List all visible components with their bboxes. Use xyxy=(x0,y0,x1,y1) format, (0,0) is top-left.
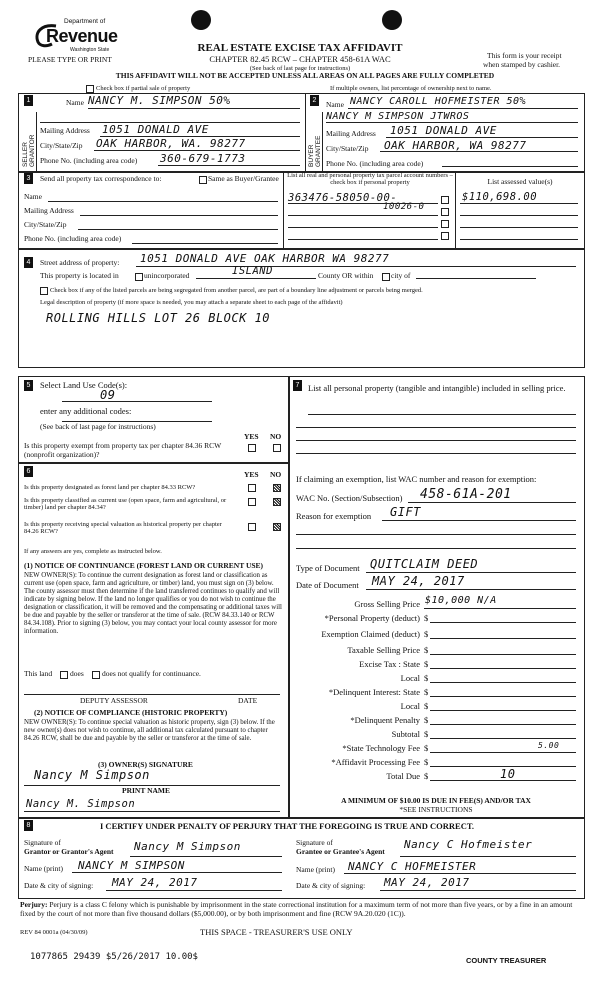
this-land-label: This land xyxy=(24,669,53,678)
city-of-label: city of xyxy=(391,271,411,280)
parcel-number-2[interactable]: 10026-0 xyxy=(383,202,425,212)
deputy-date-label: DATE xyxy=(238,696,258,705)
tech-fee-value[interactable]: 5.00 xyxy=(538,741,560,750)
affidavit-fee-label: *Affidavit Processing Fee xyxy=(331,757,420,767)
forest-land-question: Is this property designated as forest land per chapter 84.33 RCW? xyxy=(24,484,196,491)
current-use-no-checkbox[interactable] xyxy=(273,498,281,506)
grantor-date[interactable]: MAY 24, 2017 xyxy=(112,876,198,889)
send-correspondence-label: Send all property tax correspondence to: xyxy=(40,174,162,183)
total-currency: $ xyxy=(424,771,429,781)
section-8-number: 8 xyxy=(24,820,33,831)
land-does-not-checkbox[interactable] xyxy=(92,671,100,679)
grantee-date[interactable]: MAY 24, 2017 xyxy=(384,876,470,889)
land-use-code[interactable]: 09 xyxy=(100,388,116,402)
list-personal-label: List all personal property (tangible and intangible) included in selling price. xyxy=(308,383,566,393)
seller-mailing[interactable]: 1051 DONALD AVE xyxy=(102,123,209,136)
historic-no-checkbox[interactable] xyxy=(273,523,281,531)
treasurer-space: THIS SPACE - TREASURER'S USE ONLY xyxy=(200,927,353,937)
parcel-3-personal-checkbox[interactable] xyxy=(441,220,449,228)
unincorporated-label: unincorporated xyxy=(144,271,190,280)
historic-question: Is this property receiving special valuation as historical property per chapter 84.26 RCW? xyxy=(24,521,222,536)
county-treasurer-label: COUNTY TREASURER xyxy=(466,956,547,965)
print-name-label: PRINT NAME xyxy=(122,786,170,795)
not-accepted-notice: THIS AFFIDAVIT WILL NOT BE ACCEPTED UNLESS ALL AREAS ON ALL PAGES ARE FULLY COMPLETED xyxy=(115,71,495,80)
same-as-buyer-label: Same as Buyer/Grantee xyxy=(208,174,279,183)
notice-compliance-body: NEW OWNER(S): To continue special valuation as historic property, sign (3) below. If the new owner(s) does not wish to continue, all additional tax calculated pursuant to chapter 84.26 RCW, shall be due and payable by the seller or transferor at the time of sale. xyxy=(24,719,275,742)
legal-description[interactable]: ROLLING HILLS LOT 26 BLOCK 10 xyxy=(46,311,271,325)
seller-name-label: Name xyxy=(66,98,84,107)
county-value[interactable]: ISLAND xyxy=(232,265,273,277)
s3-mailing-label: Mailing Address xyxy=(24,206,74,215)
current-use-yes-checkbox[interactable] xyxy=(248,498,256,506)
historic-yes-checkbox[interactable] xyxy=(248,523,256,531)
s5-see-back: (See back of last page for instructions) xyxy=(40,422,156,431)
owner-signature[interactable]: Nancy M Simpson xyxy=(34,768,150,782)
personal-property-label: *Personal Property (deduct) xyxy=(324,613,420,623)
reason-label: Reason for exemption xyxy=(296,511,372,521)
grantor-name-label: Name (print) xyxy=(24,864,63,873)
any-yes-note: If any answers are yes, complete as instructed below. xyxy=(24,548,162,555)
delinq-state-currency: $ xyxy=(424,687,429,697)
buyer-mailing[interactable]: 1051 DONALD AVE xyxy=(390,124,497,137)
forest-yes-checkbox[interactable] xyxy=(248,484,256,492)
land-does-not-label: does not qualify for continuance. xyxy=(102,669,201,678)
within-city-checkbox[interactable] xyxy=(382,273,390,281)
seller-phone[interactable]: 360-679-1773 xyxy=(160,152,246,165)
delinquent-penalty-label: *Delinquent Penalty xyxy=(350,715,420,725)
exemption-claimed-label: Exemption Claimed (deduct) xyxy=(321,629,420,639)
seller-city-label: City/State/Zip xyxy=(40,141,83,150)
grantor-agent-label: Grantor or Grantor's Agent xyxy=(24,847,114,856)
assessed-value-1[interactable]: $110,698.00 xyxy=(462,191,538,203)
seller-mailing-label: Mailing Address xyxy=(40,126,90,135)
parcel-header: List all real and personal property tax parcel account numbers – check box if personal property xyxy=(287,172,453,187)
s6-no-header: NO xyxy=(270,470,282,479)
grantee-name[interactable]: NANCY C HOFMEISTER xyxy=(348,860,477,873)
property-street[interactable]: 1051 DONALD AVE OAK HARBOR WA 98277 xyxy=(140,252,390,265)
logo-name: Revenue xyxy=(46,26,118,46)
grantee-date-label: Date & city of signing: xyxy=(296,881,366,890)
penalty-currency: $ xyxy=(424,715,429,725)
grantor-signature[interactable]: Nancy M Simpson xyxy=(134,840,241,853)
parcel-2-personal-checkbox[interactable] xyxy=(441,208,449,216)
s6-yes-header: YES xyxy=(244,470,259,479)
receipt-note-2: when stamped by cashier. xyxy=(483,60,561,69)
excise-state-currency: $ xyxy=(424,659,429,669)
see-back: (See back of last page for instructions) xyxy=(249,65,351,72)
seller-phone-label: Phone No. (including area code) xyxy=(40,156,138,165)
grantee-signature[interactable]: Nancy C Hofmeister xyxy=(404,838,533,851)
dor-logo xyxy=(30,16,120,54)
delinq-local-currency: $ xyxy=(424,701,429,711)
located-label: This property is located in xyxy=(40,271,119,280)
buyer-name-label: Name xyxy=(326,100,344,109)
s5-no-header: NO xyxy=(270,432,282,441)
logo-state: Washington State xyxy=(70,47,110,53)
section-7-number: 7 xyxy=(293,380,302,391)
exempt-no-checkbox[interactable] xyxy=(273,444,281,452)
perjury-notice xyxy=(20,901,582,918)
tech-fee-currency: $ xyxy=(424,743,429,753)
s3-phone-label: Phone No. (including area code) xyxy=(24,234,122,243)
document-type-label: Type of Document xyxy=(296,563,360,573)
seller-city[interactable]: OAK HARBOR, WA. 98277 xyxy=(96,137,246,150)
s5-yes-header: YES xyxy=(244,432,259,441)
subtotal-currency: $ xyxy=(424,729,429,739)
total-due-value[interactable]: 10 xyxy=(500,767,516,781)
affidavit-fee-currency: $ xyxy=(424,757,429,767)
logo-dept: Department of xyxy=(64,18,106,25)
wac-number[interactable]: 458-61A-201 xyxy=(420,487,512,502)
section-2-number: 2 xyxy=(310,95,319,106)
form-title: REAL ESTATE EXCISE TAX AFFIDAVIT xyxy=(197,42,403,54)
exemption-reason[interactable]: GIFT xyxy=(390,505,421,519)
s3-city-label: City/State/Zip xyxy=(24,220,67,229)
parcel-number-1[interactable]: 363476-58050-00- xyxy=(288,192,398,204)
buyer-phone-label: Phone No. (including area code) xyxy=(326,159,424,168)
deputy-assessor-label: DEPUTY ASSESSOR xyxy=(80,696,148,705)
land-does-label: does xyxy=(70,669,84,678)
segregated-label: Check box if any of the listed parcels are being segregated from another parcel, are part of a boundary line adjustment or parcels being merged. xyxy=(50,287,423,294)
gross-value[interactable]: $10,000 N/A xyxy=(425,595,497,606)
parcel-4-personal-checkbox[interactable] xyxy=(441,232,449,240)
grantor-date-label: Date & city of signing: xyxy=(24,881,94,890)
land-does-checkbox[interactable] xyxy=(60,671,68,679)
seller-side-label: SELLER GRANTOR xyxy=(22,134,36,167)
partial-sale-checkbox[interactable] xyxy=(86,85,94,93)
wac-label: WAC No. (Section/Subsection) xyxy=(296,493,403,503)
punch-hole-left xyxy=(191,10,211,30)
notice-compliance-title: (2) NOTICE OF COMPLIANCE (HISTORIC PROPERTY) xyxy=(34,708,228,717)
taxable-label: Taxable Selling Price xyxy=(347,645,420,655)
section-3-number: 3 xyxy=(24,173,33,184)
tech-fee-label: *State Technology Fee xyxy=(342,743,420,753)
notice-continuance-title: (1) NOTICE OF CONTINUANCE (FOREST LAND OR CURRENT USE) xyxy=(24,561,264,570)
perjury-label: Perjury: xyxy=(20,900,48,909)
same-as-buyer-checkbox[interactable] xyxy=(199,176,207,184)
current-use-question: Is this property classified as current use (open space, farm and agricultural, or timber) land per chapter 84.34? xyxy=(24,497,227,512)
grantor-name[interactable]: NANCY M SIMPSON xyxy=(78,859,185,872)
please-type: PLEASE TYPE OR PRINT xyxy=(28,55,112,64)
receipt-note-1: This form is your receipt xyxy=(487,51,562,60)
section-1-number: 1 xyxy=(24,95,33,106)
county-or-within: County OR within xyxy=(318,271,374,280)
s3-name-label: Name xyxy=(24,192,42,201)
subtotal-label: Subtotal xyxy=(391,729,420,739)
assessed-header: List assessed value(s) xyxy=(487,177,553,186)
unincorporated-checkbox[interactable] xyxy=(135,273,143,281)
document-date[interactable]: MAY 24, 2017 xyxy=(372,574,465,588)
form-chapter: CHAPTER 82.45 RCW – CHAPTER 458-61A WAC xyxy=(209,54,391,64)
multiple-owners-note: If multiple owners, list percentage of ownership next to name. xyxy=(330,85,492,92)
excise-local-label: Local xyxy=(400,673,420,683)
buyer-city-label: City/State/Zip xyxy=(326,144,369,153)
minimum-notice: A MINIMUM OF $10.00 IS DUE IN FEE(S) AND/OR TAX xyxy=(341,796,531,805)
rev-number: REV 84 0001a (04/30/09) xyxy=(20,929,88,936)
parcel-1-personal-checkbox[interactable] xyxy=(441,196,449,204)
notice-continuance-body: NEW OWNER(S): To continue the current designation as forest land or classification as current use (open space, farm and agriculture, or timber) land, you must sign on (3) below. The county assessor must then determine if the land transferred continues to qualify and will indicate by signing below. If the land no longer qualifies or you do not wish to continue the designation or classification, it will be removed and the compensating or additional taxes will be due and payable by the seller or transferor at the time of sale. (RCW 84.33.140 or RCW 84.34.108). Prior to signing (3) below, you may contact your local county assessor for more information. xyxy=(24,572,282,635)
treasurer-stamp: 1077865 29439 $5/26/2017 10.00$ xyxy=(30,952,198,962)
gross-label: Gross Selling Price xyxy=(354,599,420,609)
personal-currency: $ xyxy=(424,613,429,623)
delinquent-interest-label: *Delinquent Interest: State xyxy=(328,687,420,697)
total-due-label: Total Due xyxy=(386,771,420,781)
document-type[interactable]: QUITCLAIM DEED xyxy=(370,557,479,571)
grantee-sig-of: Signature of xyxy=(296,838,333,847)
perjury-text: Perjury is a class C felony which is punishable by imprisonment in the state correctional institution for a maximum term of not more than five years, or by a fine in an amount fixed by the court of not more than five thousand dollars ($5,000.00), or by both imprisonment and fine (RCW 9A.20.020 (1C)). xyxy=(20,900,573,918)
grantee-name-label: Name (print) xyxy=(296,865,335,874)
exemption-currency: $ xyxy=(424,629,429,639)
exempt-question: Is this property exempt from property tax per chapter 84.36 RCW (nonprofit organization)? xyxy=(24,441,222,459)
taxable-currency: $ xyxy=(424,645,429,655)
certify-statement: I CERTIFY UNDER PENALTY OF PERJURY THAT THE FOREGOING IS TRUE AND CORRECT. xyxy=(100,821,475,831)
punch-hole-right xyxy=(382,10,402,30)
owner-print-name[interactable]: Nancy M. Simpson xyxy=(26,798,136,810)
street-label: Street address of property: xyxy=(40,258,120,267)
buyer-name-2[interactable]: NANCY M SIMPSON JTWROS xyxy=(326,111,470,122)
section-6-number: 6 xyxy=(24,466,33,477)
grantor-sig-of: Signature of xyxy=(24,838,61,847)
document-date-label: Date of Document xyxy=(296,580,359,590)
see-instructions: *SEE INSTRUCTIONS xyxy=(399,805,473,814)
exempt-yes-checkbox[interactable] xyxy=(248,444,256,452)
partial-sale-label: Check box if partial sale of property xyxy=(96,85,191,92)
excise-state-label: Excise Tax : State xyxy=(359,659,420,669)
legal-description-label: Legal description of property (if more space is needed, you may attach a separate sheet to each page of the affidavit) xyxy=(40,299,343,306)
segregated-checkbox[interactable] xyxy=(40,287,48,295)
exemption-question: If claiming an exemption, list WAC number and reason for exemption: xyxy=(296,474,537,484)
seller-name[interactable]: NANCY M. SIMPSON 50% xyxy=(88,94,231,107)
forest-no-checkbox[interactable] xyxy=(273,484,281,492)
buyer-mailing-label: Mailing Address xyxy=(326,129,376,138)
buyer-side-label: BUYER GRANTEE xyxy=(308,135,322,167)
section-4-number: 4 xyxy=(24,257,33,268)
buyer-name[interactable]: NANCY CAROLL HOFMEISTER 50% xyxy=(350,96,527,107)
grantee-agent-label: Grantee or Grantee's Agent xyxy=(296,847,385,856)
owner-signature-label: (3) OWNER(S) SIGNATURE xyxy=(98,760,193,769)
land-use-label: Select Land Use Code(s): xyxy=(40,380,128,390)
excise-local-currency: $ xyxy=(424,673,429,683)
delinquent-local-label: Local xyxy=(400,701,420,711)
additional-codes-label: enter any additional codes: xyxy=(40,406,132,416)
buyer-city[interactable]: OAK HARBOR, WA 98277 xyxy=(384,139,527,152)
section-5-number: 5 xyxy=(24,380,33,391)
